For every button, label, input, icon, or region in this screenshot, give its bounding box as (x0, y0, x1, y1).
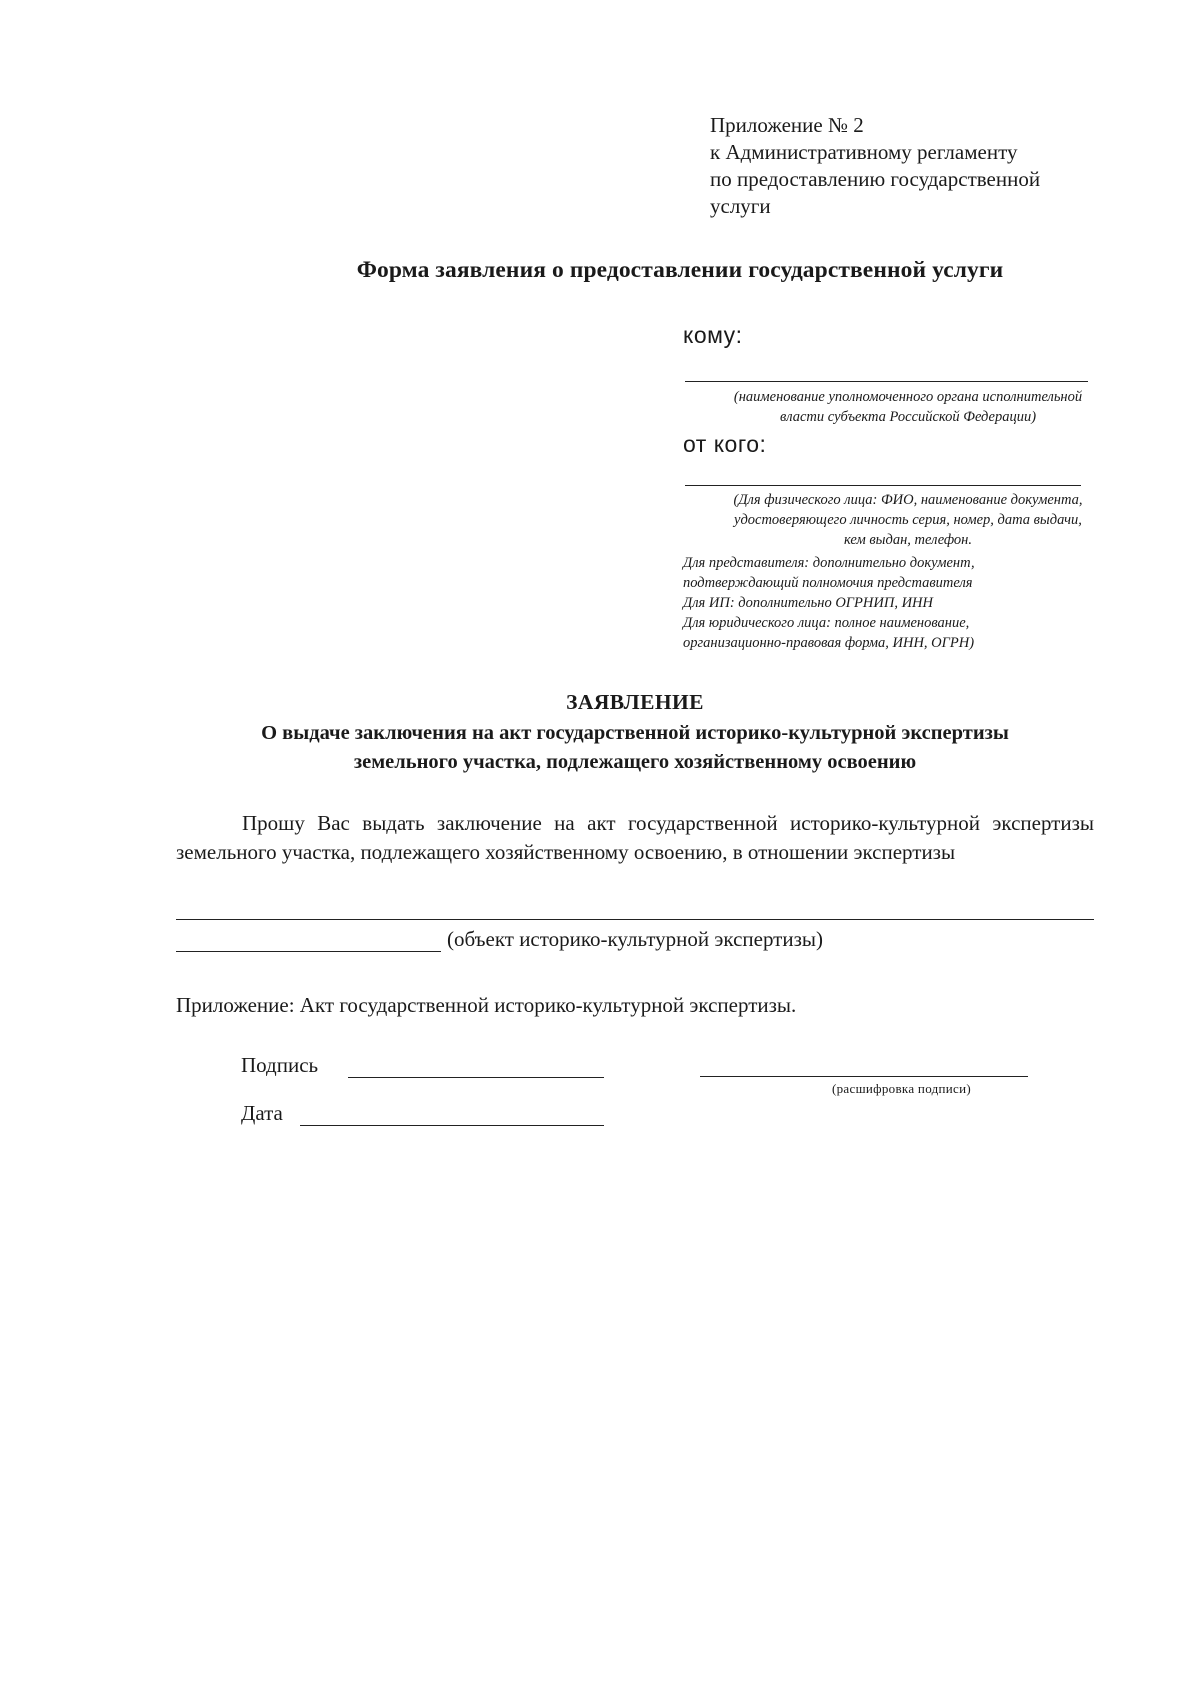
appendix-line: Приложение № 2 (710, 113, 864, 137)
date-input-line[interactable] (300, 1125, 604, 1126)
statement-subtitle-line: О выдаче заключения на акт государственной историко-культурной экспертизы (261, 722, 1009, 744)
sender-hint-line: Для юридического лица: полное наименование, (683, 615, 970, 631)
attachment-text: Приложение: Акт государственной историко-культурной экспертизы. (176, 993, 797, 1017)
sender-input-line[interactable] (685, 485, 1081, 486)
appendix-line: по предоставлению государственной (710, 167, 1041, 191)
recipient-input-line[interactable] (685, 381, 1088, 382)
recipient-label: кому: (683, 322, 743, 348)
sender-hint-line: подтверждающий полномочия представителя (683, 575, 973, 591)
signature-label: Подпись (241, 1053, 319, 1077)
recipient-hint (683, 387, 1133, 427)
object-label: (объект историко-культурной экспертизы) (447, 927, 823, 951)
sender-hint-line: Для представителя: дополнительно документ, (683, 555, 975, 571)
statement-subtitle (0, 719, 1200, 777)
form-title: Форма заявления о предоставлении государственной услуги (356, 257, 1004, 283)
sender-hint (683, 490, 1133, 550)
sender-hint-line: Для ИП: дополнительно ОГРНИП, ИНН (683, 595, 933, 611)
recipient-hint-line: (наименование уполномоченного органа исполнительной (733, 389, 1083, 405)
sender-hint-line: удостоверяющего личность серия, номер, дата выдачи, (734, 512, 1082, 528)
statement-title: ЗАЯВЛЕНИЕ (566, 690, 704, 714)
signature-decode-hint: (расшифровка подписи) (832, 1081, 972, 1096)
sender-hint-line: (Для физического лица: ФИО, наименование документа, (733, 492, 1083, 508)
appendix-line: к Административному регламенту (710, 140, 1018, 164)
recipient-hint-line: власти субъекта Российской Федерации) (779, 409, 1037, 425)
sender-label: от кого: (683, 431, 767, 457)
sender-hint-line: кем выдан, телефон. (844, 532, 972, 548)
appendix-header (710, 112, 1040, 220)
appendix-line: услуги (710, 194, 771, 218)
statement-body (176, 809, 1094, 867)
signature-decode-line[interactable] (700, 1076, 1028, 1077)
object-input-line-2[interactable] (176, 951, 441, 952)
date-label: Дата (241, 1101, 283, 1125)
sender-hint-line: организационно-правовая форма, ИНН, ОГРН) (683, 635, 975, 651)
signature-input-line[interactable] (348, 1077, 604, 1078)
object-input-line-1[interactable] (176, 919, 1094, 920)
statement-body-text: Прошу Вас выдать заключение на акт государственной историко-культурной экспертизы земельного участка, подлежащего хозяйственному освоению, в отношении экспертизы (176, 811, 1094, 864)
sender-hint-extra (683, 553, 975, 653)
statement-subtitle-line: земельного участка, подлежащего хозяйственному освоению (353, 751, 917, 773)
